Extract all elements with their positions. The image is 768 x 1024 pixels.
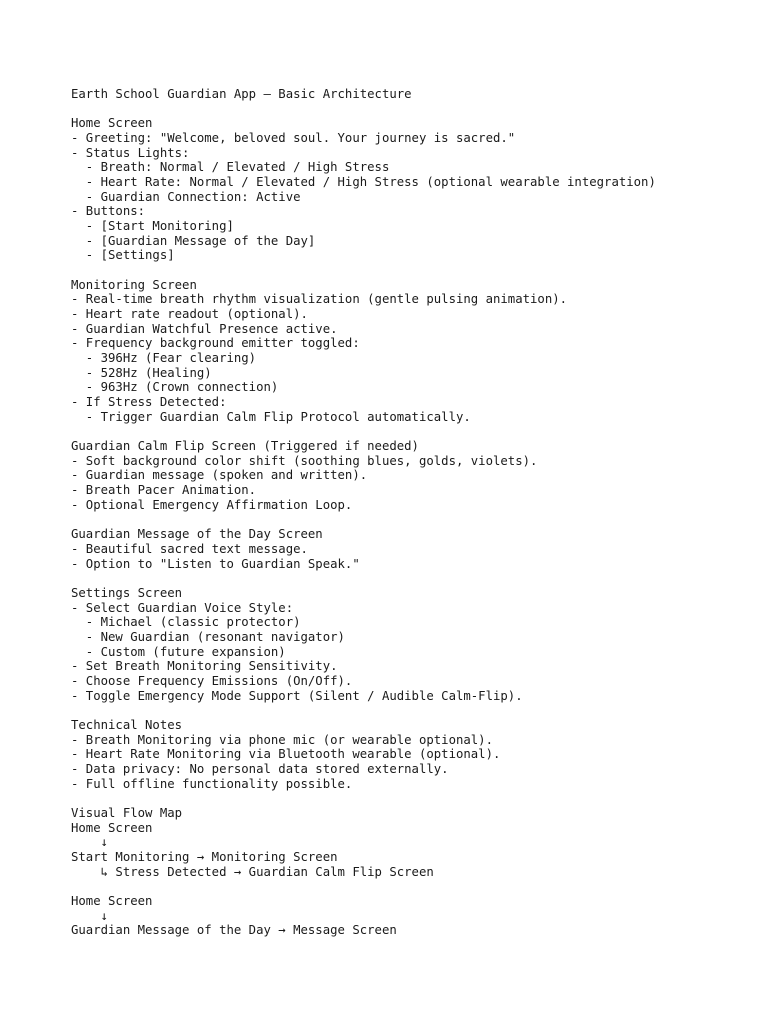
section-line: - Breath Pacer Animation. — [71, 483, 257, 498]
section-heading: Guardian Calm Flip Screen (Triggered if needed) — [71, 439, 419, 454]
flow-node: Guardian Message of the Day → Message Screen — [71, 923, 397, 938]
down-arrow-icon: ↓ — [71, 908, 109, 923]
section-heading: Home Screen — [71, 116, 153, 131]
section-line: - Heart rate readout (optional). — [71, 307, 308, 322]
section-line: - Heart Rate Monitoring via Bluetooth wearable (optional). — [71, 747, 501, 762]
document-title: Earth School Guardian App — Basic Architecture — [71, 87, 412, 101]
section-line: - Real-time breath rhythm visualization (gentle pulsing animation). — [71, 292, 568, 307]
section-line: - Custom (future expansion) — [71, 644, 286, 659]
section-line: - Guardian message (spoken and written). — [71, 468, 368, 483]
section-line: - Choose Frequency Emissions (On/Off). — [71, 673, 353, 688]
section-line: - Option to "Listen to Guardian Speak." — [71, 556, 360, 571]
section-line: - Optional Emergency Affirmation Loop. — [71, 497, 353, 512]
blank-line — [71, 263, 761, 278]
blank-line — [71, 879, 761, 894]
section-line: - Trigger Guardian Calm Flip Protocol automatically. — [71, 409, 471, 424]
section-line: - If Stress Detected: — [71, 395, 227, 410]
section-line: - New Guardian (resonant navigator) — [71, 629, 345, 644]
section-line: - Greeting: "Welcome, beloved soul. Your journey is sacred." — [71, 131, 516, 146]
section-line: - Select Guardian Voice Style: — [71, 600, 294, 615]
section-line: - Breath: Normal / Elevated / High Stress — [71, 160, 390, 175]
section-line: - Full offline functionality possible. — [71, 776, 353, 791]
section-calm-flip-screen — [71, 439, 761, 512]
section-line: - Michael (classic protector) — [71, 615, 301, 630]
section-line: - Buttons: — [71, 204, 146, 219]
section-line: - [Start Monitoring] — [71, 219, 234, 234]
section-line: - Status Lights: — [71, 145, 190, 160]
section-line: - Frequency background emitter toggled: — [71, 336, 360, 351]
section-home-screen — [71, 116, 761, 263]
blank-line — [71, 512, 761, 527]
section-line: - 528Hz (Healing) — [71, 365, 212, 380]
section-line: - [Settings] — [71, 248, 175, 263]
section-line: - Guardian Connection: Active — [71, 189, 301, 204]
flow-node: ↳ Stress Detected → Guardian Calm Flip Screen — [71, 864, 434, 879]
section-line: - Beautiful sacred text message. — [71, 541, 308, 556]
blank-line — [71, 791, 761, 806]
flow-node: Home Screen — [71, 820, 153, 835]
section-heading: Settings Screen — [71, 585, 183, 600]
section-line: - 963Hz (Crown connection) — [71, 380, 279, 395]
section-line: - Toggle Emergency Mode Support (Silent / Audible Calm-Flip). — [71, 688, 523, 703]
section-visual-flow-map-2 — [71, 894, 761, 938]
section-technical-notes — [71, 718, 761, 791]
section-heading: Guardian Message of the Day Screen — [71, 527, 323, 542]
section-line: - Guardian Watchful Presence active. — [71, 321, 338, 336]
section-line: - Breath Monitoring via phone mic (or wearable optional). — [71, 732, 493, 747]
section-message-of-day-screen — [71, 527, 761, 571]
section-monitoring-screen — [71, 278, 761, 425]
blank-line — [71, 703, 761, 718]
blank-line — [71, 424, 761, 439]
section-line: - Heart Rate: Normal / Elevated / High Stress (optional wearable integration) — [71, 175, 656, 190]
section-line: - Soft background color shift (soothing blues, golds, violets). — [71, 453, 538, 468]
blank-line — [71, 571, 761, 586]
section-line: - Set Breath Monitoring Sensitivity. — [71, 659, 338, 674]
section-heading: Visual Flow Map — [71, 805, 183, 820]
flow-node: Start Monitoring → Monitoring Screen — [71, 849, 338, 864]
down-arrow-icon: ↓ — [71, 835, 109, 850]
flow-node: Home Screen — [71, 893, 153, 908]
blank-line — [71, 102, 761, 117]
section-line: - 396Hz (Fear clearing) — [71, 351, 257, 366]
document-page — [71, 87, 761, 938]
section-heading: Technical Notes — [71, 717, 183, 732]
section-line: - Data privacy: No personal data stored externally. — [71, 761, 449, 776]
section-settings-screen — [71, 586, 761, 703]
section-visual-flow-map — [71, 806, 761, 879]
section-line: - [Guardian Message of the Day] — [71, 233, 316, 248]
section-heading: Monitoring Screen — [71, 277, 197, 292]
